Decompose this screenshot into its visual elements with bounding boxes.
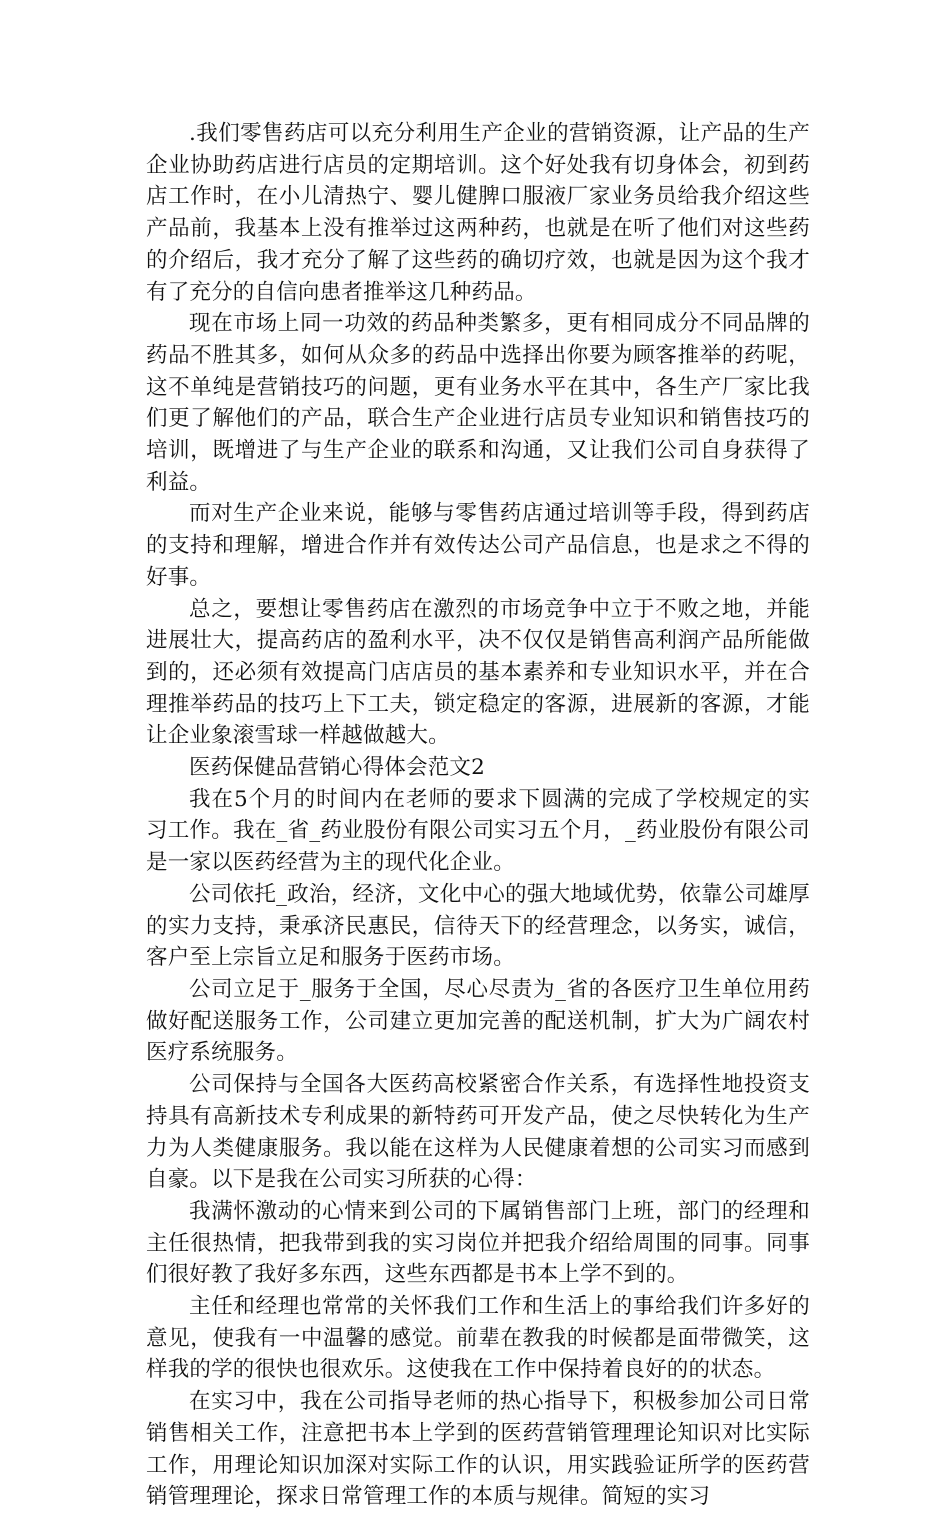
paragraph: 公司立足于_服务于全国，尽心尽责为_省的各医疗卫生单位用药做好配送服务工作，公司建立更加完善的配送机制，扩大为广阔农村医疗系统服务。	[146, 976, 810, 1066]
paragraph: .我们零售药店可以充分利用生产企业的营销资源，让产品的生产企业协助药店进行店员的定期培训。这个好处我有切身体会，初到药店工作时，在小儿清热宁、婴儿健脾口服液厂家业务员给我介绍这些产品前，我基本上没有推举过这两种药，也就是在听了他们对这些药的介绍后，我才充分了解了这些药的确切疗效，也就是因为这个我才有了充分的自信向患者推举这几种药品。	[146, 121, 810, 305]
paragraph: 而对生产企业来说，能够与零售药店通过培训等手段，得到药店的支持和理解，增进合作并有效传达公司产品信息，也是求之不得的好事。	[146, 501, 810, 590]
document-page	[146, 118, 810, 1513]
paragraph: 公司保持与全国各大医药高校紧密合作关系，有选择性地投资支持具有高新技术专利成果的新特药可开发产品，使之尽快转化为生产力为人类健康服务。我以能在这样为人民健康着想的公司实习而感到自豪。以下是我在公司实习所获的心得：	[146, 1072, 810, 1193]
paragraph: 我在5个月的时间内在老师的要求下圆满的完成了学校规定的实习工作。我在_省_药业股份有限公司实习五个月，_药业股份有限公司是一家以医药经营为主的现代化企业。	[146, 786, 810, 876]
paragraph: 主任和经理也常常的关怀我们工作和生活上的事给我们许多好的意见，使我有一中温馨的感觉。前辈在教我的时候都是面带微笑，这样我的学的很快也很欢乐。这使我在工作中保持着良好的的状态。	[146, 1294, 810, 1383]
section-title: 医药保健品营销心得体会范文2	[189, 755, 485, 781]
paragraph: 现在市场上同一功效的药品种类繁多，更有相同成分不同品牌的药品不胜其多，如何从众多的药品中选择出你要为顾客推举的药呢，这不单纯是营销技巧的问题，更有业务水平在其中，各生产厂家比我们更了解他们的产品，联合生产企业进行店员专业知识和销售技巧的培训，既增进了与生产企业的联系和沟通，又让我们公司自身获得了利益。	[146, 311, 810, 495]
paragraph: 总之，要想让零售药店在激烈的市场竞争中立于不败之地，并能进展壮大，提高药店的盈利水平，决不仅仅是销售高利润产品所能做到的，还必须有效提高门店店员的基本素养和专业知识水平，并在合理推举药品的技巧上下工夫，锁定稳定的客源，进展新的客源，才能让企业象滚雪球一样越做越大。	[146, 596, 810, 749]
paragraph: 公司依托_政治，经济，文化中心的强大地域优势，依靠公司雄厚的实力支持，秉承济民惠民，信待天下的经营理念，以务实，诚信，客户至上宗旨立足和服务于医药市场。	[146, 881, 810, 971]
paragraph: 我满怀激动的心情来到公司的下属销售部门上班，部门的经理和主任很热情，把我带到我的实习岗位并把我介绍给周围的同事。同事们很好教了我好多东西，这些东西都是书本上学不到的。	[146, 1198, 810, 1288]
paragraph: 在实习中，我在公司指导老师的热心指导下，积极参加公司日常销售相关工作，注意把书本上学到的医药营销管理理论知识对比实际工作，用理论知识加深对实际工作的认识，用实践验证所学的医药营销管理理论，探求日常管理工作的本质与规律。简短的实习	[146, 1389, 810, 1510]
